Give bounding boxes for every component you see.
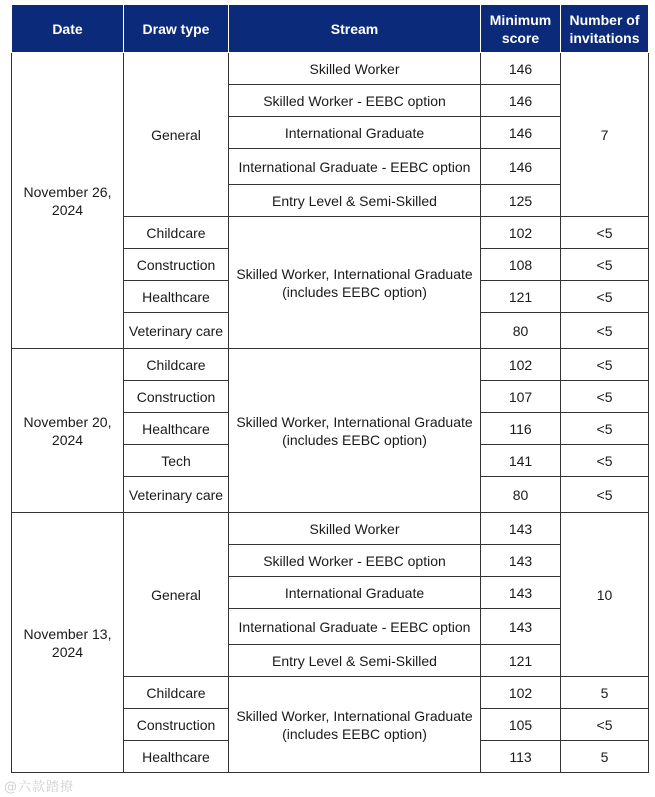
score-cell: 121 xyxy=(481,281,561,313)
score-cell: 80 xyxy=(481,313,561,349)
invitations-cell: 7 xyxy=(561,53,649,217)
invitations-cell: <5 xyxy=(561,313,649,349)
invitations-cell: 5 xyxy=(561,677,649,709)
invitations-cell: <5 xyxy=(561,709,649,741)
draw-type-cell: Healthcare xyxy=(124,413,229,445)
stream-cell: Skilled Worker xyxy=(229,513,481,545)
stream-cell: Skilled Worker - EEBC option xyxy=(229,85,481,117)
draw-type-cell: Veterinary care xyxy=(124,477,229,513)
header-stream: Stream xyxy=(229,5,481,53)
draw-type-cell: Childcare xyxy=(124,349,229,381)
score-cell: 80 xyxy=(481,477,561,513)
invitations-cell: <5 xyxy=(561,477,649,513)
header-draw-type: Draw type xyxy=(124,5,229,53)
invitations-cell: <5 xyxy=(561,217,649,249)
header-minimum-score: Minimum score xyxy=(481,5,561,53)
score-cell: 102 xyxy=(481,349,561,381)
score-cell: 146 xyxy=(481,53,561,85)
score-cell: 146 xyxy=(481,149,561,185)
invitations-cell: <5 xyxy=(561,281,649,313)
draw-type-cell: Childcare xyxy=(124,217,229,249)
score-cell: 107 xyxy=(481,381,561,413)
table-row xyxy=(12,513,649,545)
draw-type-cell: Construction xyxy=(124,709,229,741)
stream-cell: Entry Level & Semi-Skilled xyxy=(229,645,481,677)
draw-type-cell: Healthcare xyxy=(124,281,229,313)
header-row xyxy=(12,5,649,53)
invitations-cell: 5 xyxy=(561,741,649,773)
score-cell: 141 xyxy=(481,445,561,477)
watermark: @六款踏撩 xyxy=(4,780,75,795)
draw-type-cell: Healthcare xyxy=(124,741,229,773)
draw-type-cell: General xyxy=(124,53,229,217)
stream-cell: Skilled Worker, International Graduate (includes EEBC option) xyxy=(229,677,481,773)
score-cell: 143 xyxy=(481,513,561,545)
score-cell: 116 xyxy=(481,413,561,445)
header-date: Date xyxy=(12,5,124,53)
score-cell: 146 xyxy=(481,85,561,117)
table-row xyxy=(12,53,649,85)
score-cell: 113 xyxy=(481,741,561,773)
draw-type-cell: General xyxy=(124,513,229,677)
score-cell: 102 xyxy=(481,217,561,249)
stream-cell: Skilled Worker, International Graduate (includes EEBC option) xyxy=(229,349,481,513)
draw-type-cell: Construction xyxy=(124,249,229,281)
header-invitations: Number of invitations xyxy=(561,5,649,53)
score-cell: 146 xyxy=(481,117,561,149)
draw-type-cell: Tech xyxy=(124,445,229,477)
score-cell: 105 xyxy=(481,709,561,741)
score-cell: 121 xyxy=(481,645,561,677)
invitations-cell: <5 xyxy=(561,249,649,281)
score-cell: 125 xyxy=(481,185,561,217)
score-cell: 143 xyxy=(481,545,561,577)
stream-cell: Entry Level & Semi-Skilled xyxy=(229,185,481,217)
invitations-cell: <5 xyxy=(561,445,649,477)
stream-cell: Skilled Worker xyxy=(229,53,481,85)
draw-type-cell: Veterinary care xyxy=(124,313,229,349)
invitations-cell: 10 xyxy=(561,513,649,677)
draw-type-cell: Childcare xyxy=(124,677,229,709)
stream-cell: Skilled Worker, International Graduate (includes EEBC option) xyxy=(229,217,481,349)
score-cell: 143 xyxy=(481,609,561,645)
draw-date: November 20, 2024 xyxy=(12,349,124,513)
score-cell: 102 xyxy=(481,677,561,709)
score-cell: 143 xyxy=(481,577,561,609)
draw-date: November 26, 2024 xyxy=(12,53,124,349)
stream-cell: International Graduate - EEBC option xyxy=(229,149,481,185)
stream-cell: International Graduate - EEBC option xyxy=(229,609,481,645)
draw-date: November 13, 2024 xyxy=(12,513,124,773)
stream-cell: International Graduate xyxy=(229,577,481,609)
stream-cell: Skilled Worker - EEBC option xyxy=(229,545,481,577)
invitations-cell: <5 xyxy=(561,381,649,413)
draw-type-cell: Construction xyxy=(124,381,229,413)
stream-cell: International Graduate xyxy=(229,117,481,149)
score-cell: 108 xyxy=(481,249,561,281)
draws-table xyxy=(11,4,649,773)
invitations-cell: <5 xyxy=(561,413,649,445)
table-row xyxy=(12,349,649,381)
invitations-cell: <5 xyxy=(561,349,649,381)
